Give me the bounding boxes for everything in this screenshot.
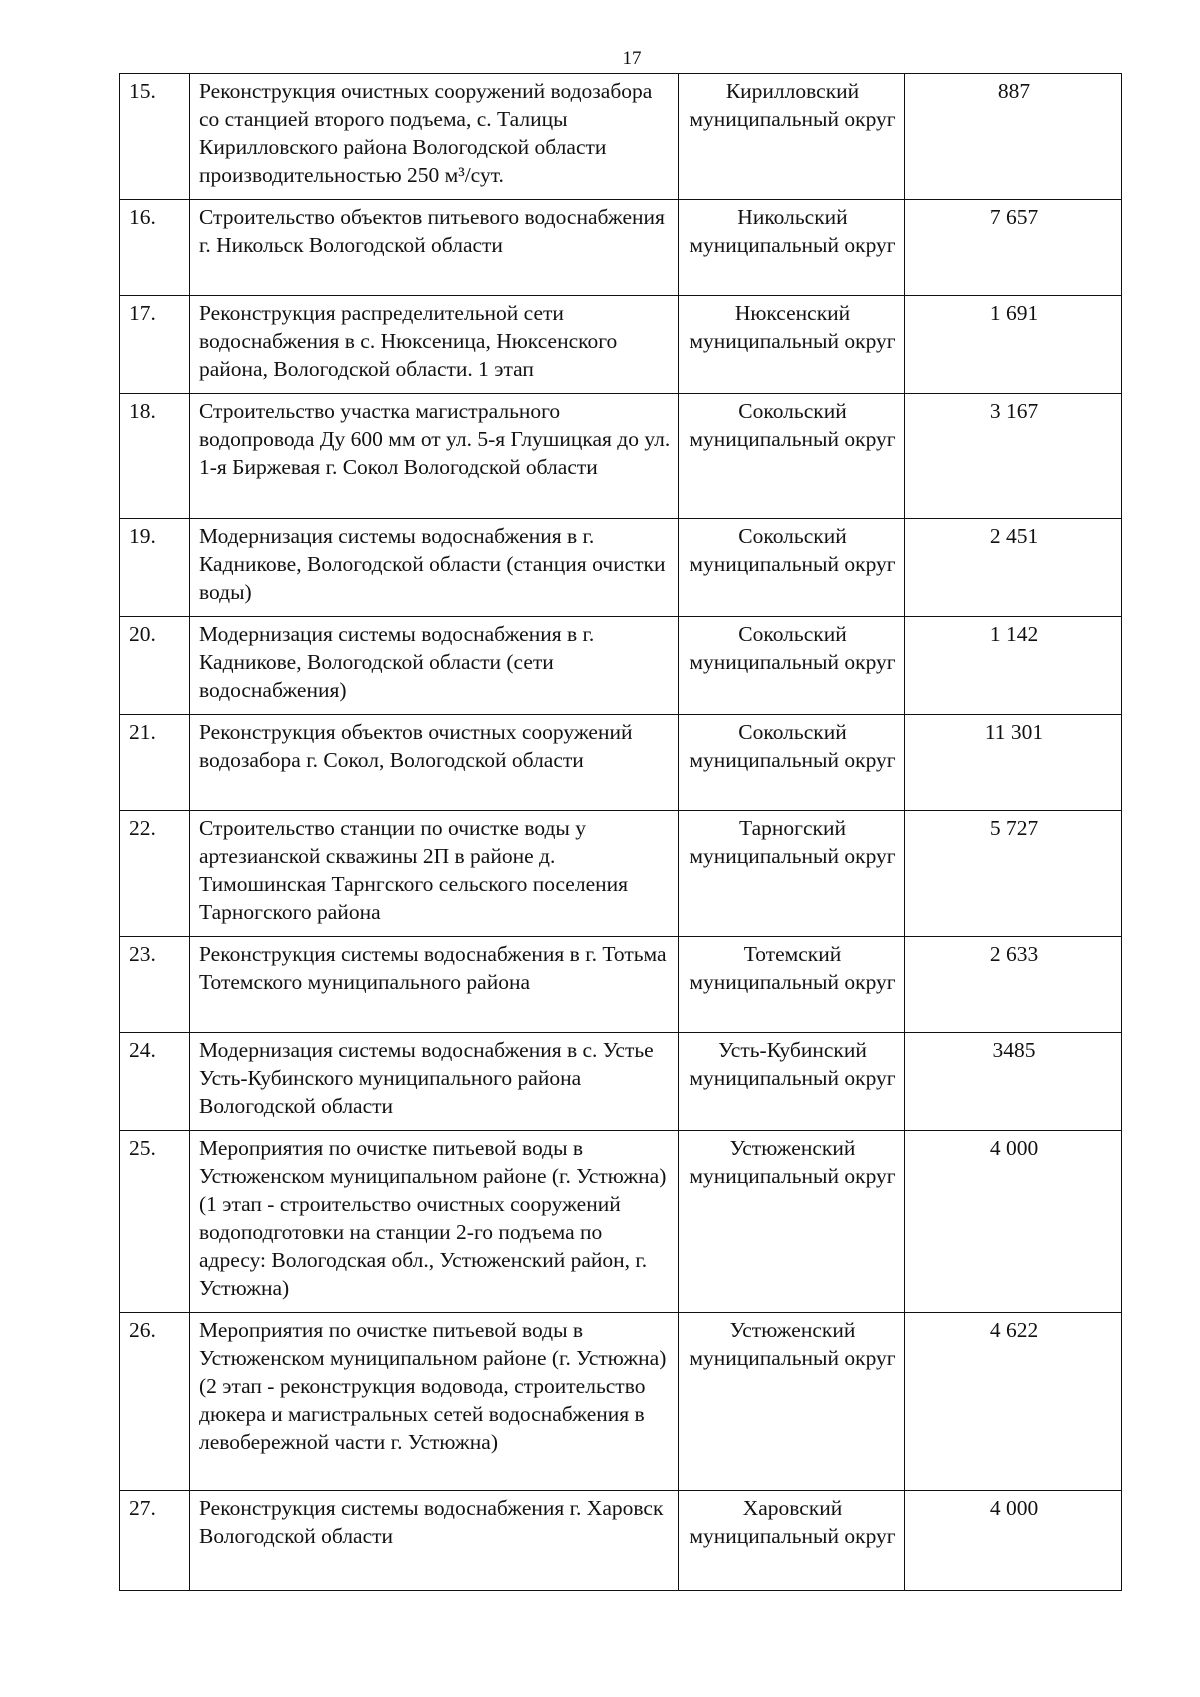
amount: 7 657 (905, 200, 1122, 296)
okrug-name: Нюксенский муниципальный округ (679, 296, 905, 394)
object-name: Строительство станции по очистке воды у артезианской скважины 2П в районе д. Тимошинская Тарнгского сельского поселения Тарногского района (190, 811, 679, 937)
row-number: 19. (120, 519, 190, 617)
okrug-name: Сокольский муниципальный округ (679, 617, 905, 715)
amount: 4 000 (905, 1491, 1122, 1591)
object-name: Реконструкция объектов очистных сооружений водозабора г. Сокол, Вологодской области (190, 715, 679, 811)
object-name: Мероприятия по очистке питьевой воды в Устюженском муниципальном районе (г. Устюжна) (1 этап - строительство очистных сооружений водоподготовки на станции 2-го подъема по адресу: Вологодская обл., Устюженский район, г. Устюжна) (190, 1131, 679, 1313)
object-name: Строительство объектов питьевого водоснабжения г. Никольск Вологодской области (190, 200, 679, 296)
object-name: Модернизация системы водоснабжения в с. Устье Усть-Кубинского муниципального района Вологодской области (190, 1033, 679, 1131)
table-row (120, 1313, 1122, 1491)
amount: 2 451 (905, 519, 1122, 617)
okrug-name: Усть-Кубинский муниципальный округ (679, 1033, 905, 1131)
okrug-name: Никольский муниципальный округ (679, 200, 905, 296)
table-row (120, 74, 1122, 200)
row-number: 22. (120, 811, 190, 937)
table-row (120, 394, 1122, 519)
amount: 2 633 (905, 937, 1122, 1033)
row-number: 27. (120, 1491, 190, 1591)
object-name: Реконструкция очистных сооружений водозабора со станцией второго подъема, с. Талицы Кирилловского района Вологодской области производительностью 250 м³/сут. (190, 74, 679, 200)
table-row (120, 1491, 1122, 1591)
table-row (120, 617, 1122, 715)
amount: 1 142 (905, 617, 1122, 715)
table-row (120, 1033, 1122, 1131)
object-name: Модернизация системы водоснабжения в г. Кадникове, Вологодской области (станция очистки воды) (190, 519, 679, 617)
objects-table-body (120, 74, 1122, 1591)
row-number: 18. (120, 394, 190, 519)
row-number: 25. (120, 1131, 190, 1313)
table-row (120, 1131, 1122, 1313)
row-number: 15. (120, 74, 190, 200)
table-row (120, 200, 1122, 296)
object-name: Модернизация системы водоснабжения в г. Кадникове, Вологодской области (сети водоснабжения) (190, 617, 679, 715)
row-number: 26. (120, 1313, 190, 1491)
amount: 5 727 (905, 811, 1122, 937)
row-number: 16. (120, 200, 190, 296)
table-row (120, 811, 1122, 937)
amount: 887 (905, 74, 1122, 200)
page-number: 17 (622, 48, 642, 69)
amount: 11 301 (905, 715, 1122, 811)
object-name: Реконструкция системы водоснабжения г. Харовск Вологодской области (190, 1491, 679, 1591)
row-number: 21. (120, 715, 190, 811)
table-row (120, 937, 1122, 1033)
table-row (120, 715, 1122, 811)
object-name: Реконструкция системы водоснабжения в г. Тотьма Тотемского муниципального района (190, 937, 679, 1033)
row-number: 17. (120, 296, 190, 394)
objects-table (119, 73, 1122, 1591)
okrug-name: Харовский муниципальный округ (679, 1491, 905, 1591)
okrug-name: Кирилловский муниципальный округ (679, 74, 905, 200)
okrug-name: Устюженский муниципальный округ (679, 1313, 905, 1491)
amount: 3485 (905, 1033, 1122, 1131)
okrug-name: Сокольский муниципальный округ (679, 394, 905, 519)
okrug-name: Тотемский муниципальный округ (679, 937, 905, 1033)
object-name: Строительство участка магистрального водопровода Ду 600 мм от ул. 5-я Глушицкая до ул. 1-я Биржевая г. Сокол Вологодской области (190, 394, 679, 519)
row-number: 23. (120, 937, 190, 1033)
row-number: 24. (120, 1033, 190, 1131)
object-name: Реконструкция распределительной сети водоснабжения в с. Нюксеница, Нюксенского района, Вологодской области. 1 этап (190, 296, 679, 394)
table-row (120, 296, 1122, 394)
table-row (120, 519, 1122, 617)
amount: 4 000 (905, 1131, 1122, 1313)
okrug-name: Тарногский муниципальный округ (679, 811, 905, 937)
okrug-name: Сокольский муниципальный округ (679, 715, 905, 811)
amount: 3 167 (905, 394, 1122, 519)
amount: 4 622 (905, 1313, 1122, 1491)
row-number: 20. (120, 617, 190, 715)
okrug-name: Сокольский муниципальный округ (679, 519, 905, 617)
okrug-name: Устюженский муниципальный округ (679, 1131, 905, 1313)
amount: 1 691 (905, 296, 1122, 394)
object-name: Мероприятия по очистке питьевой воды в Устюженском муниципальном районе (г. Устюжна) (2 этап - реконструкция водовода, строительство дюкера и магистральных сетей водоснабжения в левобережной части г. Устюжна) (190, 1313, 679, 1491)
